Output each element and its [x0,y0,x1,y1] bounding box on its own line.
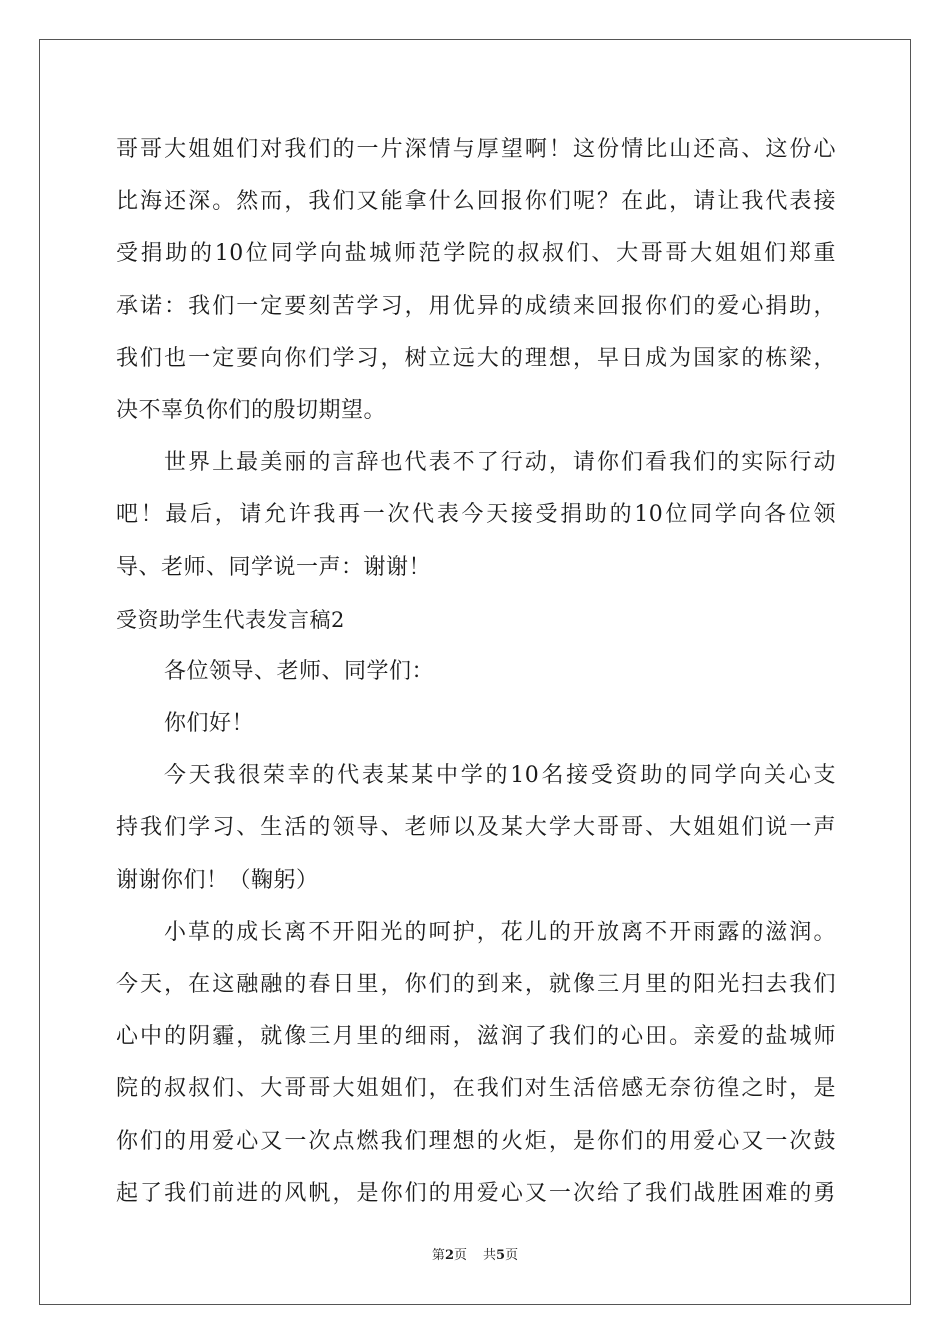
paragraph-start-line: 小草的成长离不开阳光的呵护，花儿的开放离不开雨露的滋润。 [164,919,836,945]
total-prefix: 共 [483,1248,497,1263]
greeting: 你们好！ [164,711,255,737]
page-prefix: 第 [431,1248,445,1263]
text-line: 院的叔叔们、大哥哥大姐姐们，在我们对生活倍感无奈彷徨之时，是 [116,1076,836,1102]
text-line: 今天，在这融融的春日里，你们的到来，就像三月里的阳光扫去我们 [116,972,836,997]
document-body [116,124,836,1220]
text-line: 你们的用爱心又一次点燃我们理想的火炬，是你们的用爱心又一次鼓 [116,1128,836,1154]
salutation: 各位领导、老师、同学们： [164,658,435,684]
text-line: 决不辜负你们的殷切期望。 [116,397,387,423]
text-line: 我们也一定要向你们学习，树立远大的理想，早日成为国家的栋梁， [116,345,836,371]
text-line: 起了我们前进的风帆，是你们的用爱心又一次给了我们战胜困难的勇 [116,1180,836,1206]
section-title: 受资助学生代表发言稿2 [116,607,345,632]
text-line: 吧！最后，请允许我再一次代表今天接受捐助的10位同学向各位领 [116,502,836,528]
text-line: 哥哥大姐姐们对我们的一片深情与厚望啊！这份情比山还高、这份心 [116,137,836,162]
text-line: 承诺：我们一定要刻苦学习，用优异的成绩来回报你们的爱心捐助， [116,293,836,319]
paragraph-start-line: 今天我很荣幸的代表某某中学的10名接受资助的同学向关心支 [164,763,836,789]
total-suffix: 页 [505,1248,519,1263]
text-line: 持我们学习、生活的领导、老师以及某大学大哥哥、大姐姐们说一声 [116,815,836,841]
paragraph-start-line: 世界上最美丽的言辞也代表不了行动，请你们看我们的实际行动 [164,450,836,476]
text-line: 谢谢你们！（鞠躬） [116,867,319,893]
text-line: 比海还深。然而，我们又能拿什么回报你们呢？在此，请让我代表接 [116,189,836,215]
text-line: 导、老师、同学说一声：谢谢！ [116,554,432,580]
text-line: 受捐助的10位同学向盐城师范学院的叔叔们、大哥哥大姐姐们郑重 [116,241,836,267]
current-page-number: 2 [444,1248,454,1263]
page-number-footer [0,1248,950,1264]
total-pages-number: 5 [496,1248,506,1263]
page-suffix: 页 [453,1248,467,1263]
text-line: 心中的阴霾，就像三月里的细雨，滋润了我们的心田。亲爱的盐城师 [116,1024,836,1050]
